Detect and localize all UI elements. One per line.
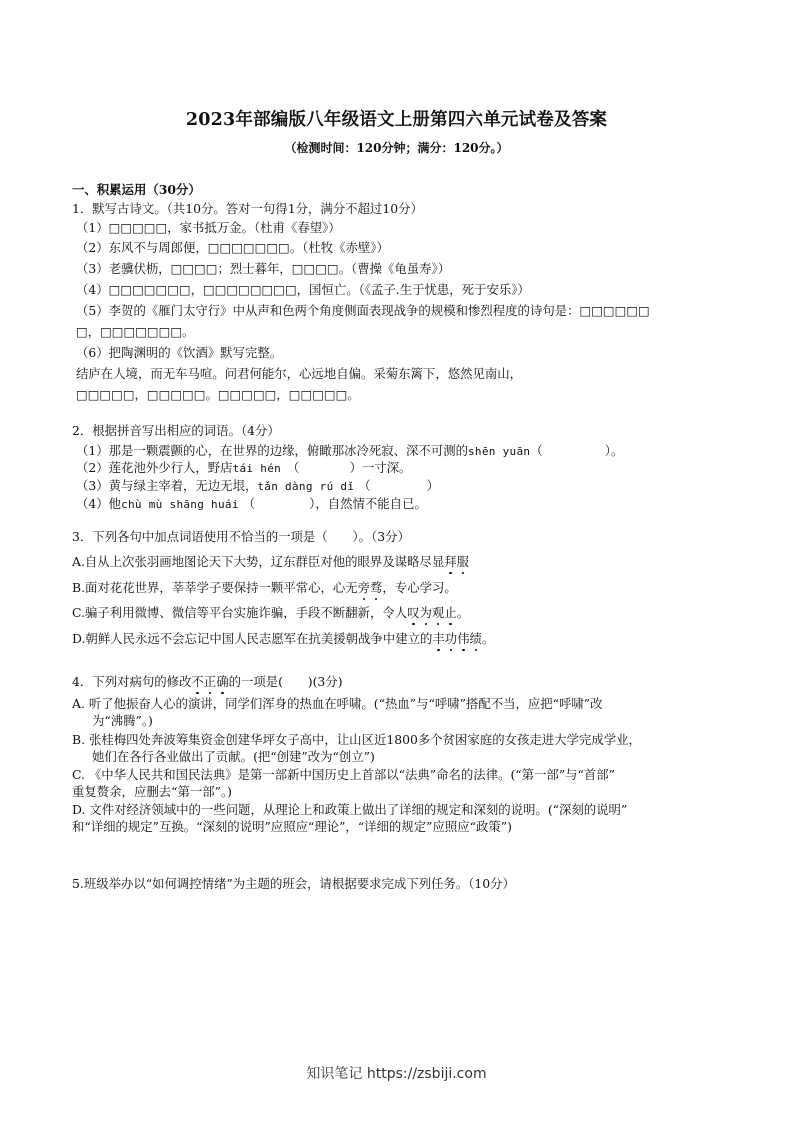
- dotted-term: [444, 554, 469, 569]
- dotted-char: 观: [431, 605, 445, 620]
- q4-option-b-cont: 她们在各行各业做出了贡献。(把“创建”改为“创立”): [92, 749, 375, 764]
- dotted-char: 骛: [370, 580, 383, 595]
- q1-item: （4）□□□□□□□，□□□□□□□□，国恒亡。（《孟子.生于忧患，死于安乐》）: [76, 282, 530, 297]
- q2-item-4: [76, 496, 427, 513]
- q4-option-d: D. 文件对经济领域中的一些问题，从理论上和政策上做出了详细的规定和深刻的说明。(“深刻的说明”: [72, 802, 628, 817]
- q1-item: □，□□□□□□□。: [76, 324, 195, 339]
- section-heading: 一、积累运用（30分）: [72, 182, 201, 197]
- q4-option-a: A. 听了他振奋人心的演讲，同学们浑身的热血在呼啸。(“热血”与“呼啸”搭配不当，应把“呼啸”改: [72, 696, 603, 711]
- q2-item-text: （3）黄与绿主宰着，无边无垠，: [76, 478, 258, 493]
- bracket-close: ）。: [604, 443, 624, 458]
- q4-stem-text-end: 的一项是( )(3分): [228, 674, 343, 689]
- q5-stem: 5.班级举办以“如何调控情绪”为主题的班会，请根据要求完成下列任务。（10分）: [72, 876, 515, 891]
- dotted-char: 功: [444, 631, 458, 646]
- q3-stem: 3．下列各句中加点词语使用不恰当的一项是（ ）。（3分）: [72, 529, 410, 544]
- bracket-open: （: [242, 496, 256, 511]
- dotted-char: 服: [456, 554, 469, 569]
- dotted-char: 旁: [357, 580, 371, 595]
- q2-item-text: （4）他: [76, 496, 122, 511]
- q2-item-1: [76, 443, 623, 460]
- dotted-term: [191, 674, 228, 689]
- q1-item: （1）□□□□□，家书抵万金。（杜甫《春望》）: [76, 220, 341, 235]
- pinyin-text: tái hén: [232, 462, 282, 475]
- option-text-end: 。: [481, 631, 495, 646]
- q3-option-c: [72, 605, 469, 621]
- q1-item: （3）老骥伏枥，□□□□；烈士暮年，□□□□。（曹操《龟虽寿》）: [76, 261, 451, 276]
- q4-option-a-cont: 为“沸腾”。): [92, 713, 153, 728]
- bracket-open: （: [358, 478, 371, 493]
- dotted-char: 不: [191, 674, 204, 689]
- pinyin-text: shēn yuān: [468, 445, 531, 458]
- q4-option-c-cont: 重复赘余，应删去“第一部”。): [72, 784, 232, 799]
- q2-item-3: [76, 478, 439, 495]
- q1-poem-blanks: □□□□□，□□□□□。□□□□□，□□□□□。: [76, 387, 360, 402]
- q1-item: （2）东风不与周郎便，□□□□□□□。（杜牧《赤壁》）: [76, 240, 389, 255]
- option-text: A.自从上次张羽画地图论天下大势，辽东群臣对他的眼界及谋略尽显: [72, 554, 445, 569]
- q4-option-c: C. 《中华人民共和国民法典》是第一部新中国历史上首部以“法典”命名的法律。(“第一部”与“首部”: [72, 767, 615, 782]
- q4-option-d-cont: 和“详细的规定”互换。“深刻的说明”应照应“理论”，“详细的规定”应照应“政策”): [72, 819, 512, 834]
- option-text: B.面对花花世界，莘莘学子要保持一颗平常心，心无: [72, 580, 358, 595]
- bracket-open: （: [530, 443, 543, 458]
- pinyin-text: tǎn dàng rú dǐ: [257, 480, 355, 493]
- option-text-end: 。: [456, 605, 470, 620]
- page-title: 2023年部编版八年级语文上册第四六单元试卷及答案: [185, 110, 608, 130]
- q2-item-text: （2）莲花池外少行人，野店: [76, 460, 233, 475]
- bracket-close: ）一寸深。: [349, 460, 412, 475]
- dotted-term: [432, 631, 482, 646]
- dotted-char: 拜: [444, 554, 457, 569]
- dotted-char: 丰: [432, 631, 445, 646]
- dotted-char: 确: [216, 674, 229, 689]
- option-text: D.朝鲜人民永远不会忘记中国人民志愿军在抗美援朝战争中建立的: [72, 631, 433, 646]
- q2-item-text: （1）那是一颗震颤的心，在世界的边缘，俯瞰那冰冷死寂、深不可测的: [76, 443, 468, 458]
- q1-item: （5）李贺的《雁门太守行》中从声和色两个角度侧面表现战争的规模和惨烈程度的诗句是：□□□□□□: [76, 303, 650, 318]
- q3-option-d: [72, 631, 494, 647]
- q3-option-b: [72, 580, 457, 596]
- bracket-open: （: [287, 460, 300, 475]
- q2-item-2: [76, 460, 411, 477]
- dotted-term: [358, 580, 383, 595]
- dotted-char: 叹: [407, 605, 420, 620]
- bracket-close: ），自然情不能自已。: [309, 496, 427, 511]
- bracket-close: ）: [426, 478, 440, 493]
- q4-stem-text: 4．下列对病句的修改: [72, 674, 192, 689]
- q2-stem: 2．根据拼音写出相应的词语。（4分）: [72, 423, 280, 438]
- dotted-char: 绩: [469, 631, 482, 646]
- dotted-char: 止: [444, 605, 457, 620]
- dotted-char: 正: [203, 674, 217, 689]
- dotted-char: 伟: [457, 631, 470, 646]
- option-text: C.骗子利用微博、微信等平台实施诈骗，手段不断翻新，令人: [72, 605, 408, 620]
- q4-option-b: B. 张桂梅四处奔波筹集资金创建华坪女子高中，让山区近1800多个贫困家庭的女孩走进大学完成学业，: [72, 732, 641, 747]
- q1-stem: 1．默写古诗文。（共10分。答对一句得1分，满分不超过10分）: [72, 201, 423, 216]
- q4-stem: [72, 674, 343, 690]
- dotted-char: 为: [419, 605, 432, 620]
- dotted-term: [407, 605, 457, 620]
- page-subtitle: （检测时间：120分钟；满分：120分。）: [284, 141, 509, 155]
- option-text-end: ，专心学习。: [382, 580, 457, 595]
- footer-watermark: 知识笔记 https://zsbiji.com: [306, 1066, 487, 1082]
- q3-option-a: [72, 554, 469, 570]
- q1-item: （6）把陶渊明的《饮酒》默写完整。: [76, 345, 283, 360]
- q1-poem-line: 结庐在人境，而无车马喧。问君何能尔，心远地自偏。采菊东篱下，悠然见南山，: [76, 366, 523, 381]
- pinyin-text: chù mù shāng huái: [121, 498, 239, 511]
